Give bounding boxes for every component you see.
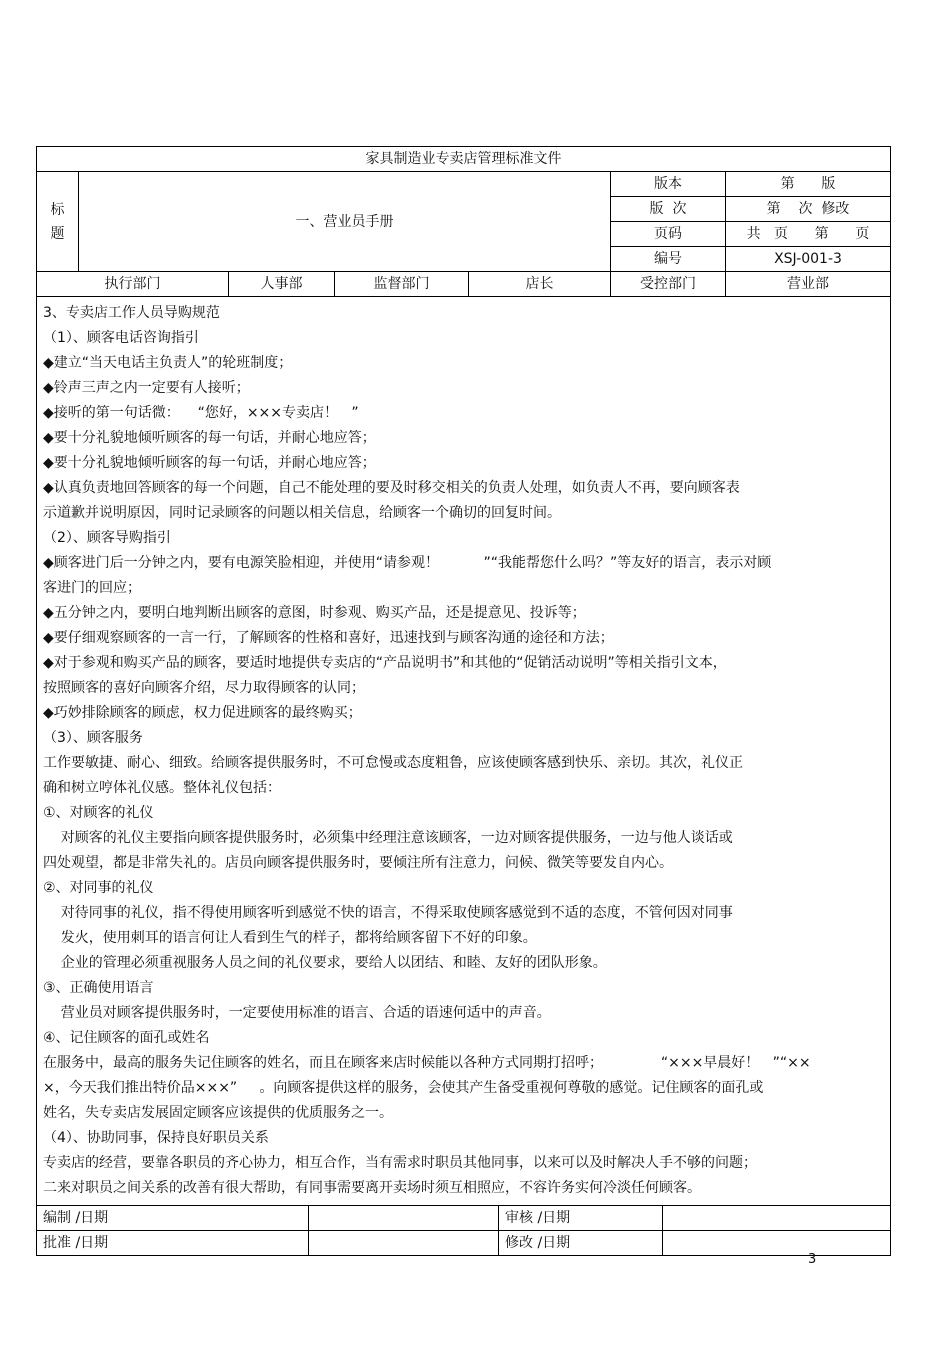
title-label-bottom: 题: [50, 225, 65, 242]
body-line: 工作要敏捷、耐心、细致。给顾客提供服务时，不可怠慢或态度粗鲁，应该使顾客感到快乐、亲切。其次，礼仪正: [43, 755, 743, 771]
supervise-dept-label: 监督部门: [335, 272, 469, 297]
body-line: 营业员对顾客提供服务时，一定要使用标准的语言、合适的语速何适中的声音。: [43, 1005, 551, 1021]
body-line: ◆要仔细观察顾客的一言一行，了解顾客的性格和喜好，迅速找到与顾客沟通的途径和方法；: [43, 630, 614, 646]
controlled-dept-label: 受控部门: [611, 272, 726, 297]
body-line: 对顾客的礼仪主要指向顾客提供服务时，必须集中经理注意该顾客，一边对顾客提供服务，一边与他人谈话或: [43, 830, 733, 846]
supervise-dept-value: 店长: [469, 272, 611, 297]
body-line: 四处观望，都是非常失礼的。店员向顾客提供服务时，要倾注所有注意力，问候、微笑等要发自内心。: [43, 855, 673, 871]
body-line: 按照顾客的喜好向顾客介绍，尽力取得顾客的认同；: [43, 680, 365, 696]
body-line: ④、记住顾客的面孔或姓名: [43, 1030, 210, 1046]
header-table: [36, 146, 891, 1206]
approve-date-label: 批准 /日期: [37, 1231, 309, 1256]
revision-value: 第 次 修改: [726, 197, 891, 222]
exec-dept-value: 人事部: [229, 272, 335, 297]
body-line: 示道歉并说明原因，同时记录顾客的问题以相关信息，给顾客一个确切的回复时间。: [43, 505, 561, 521]
title-label-top: 标: [50, 201, 65, 218]
number-label: 编号: [611, 247, 726, 272]
body-line: 企业的管理必须重视服务人员之间的礼仪要求，要给人以团结、和睦、友好的团队形象。: [43, 955, 607, 971]
body-line: 发火，使用刺耳的语言何让人看到生气的样子，都将给顾客留下不好的印象。: [43, 930, 537, 946]
body-line: ①、对顾客的礼仪: [43, 805, 154, 821]
body-line: ◆认真负责地回答顾客的每一个问题，自己不能处理的要及时移交相关的负责人处理，如负责人不再，要向顾客表: [43, 480, 740, 496]
document-title: 家具制造业专卖店管理标准文件: [37, 147, 891, 172]
body-line: ◆接听的第一句话微： “您好，×××专卖店！ ”: [43, 405, 359, 421]
body-line: ③、正确使用语言: [43, 980, 154, 996]
number-value: XSJ-001-3: [726, 247, 891, 272]
revision-label: 版 次: [611, 197, 726, 222]
body-line: 确和树立哼体礼仪感。整体礼仪包括：: [43, 780, 281, 796]
body-content: [37, 297, 891, 1206]
version-value: 第 版: [726, 172, 891, 197]
manual-name: 一、营业员手册: [79, 172, 611, 272]
body-line: （1）、顾客电话咨询指引: [43, 330, 199, 346]
body-line: ◆建立“当天电话主负责人”的轮班制度；: [43, 355, 293, 371]
body-lines: [43, 301, 884, 1201]
body-line: 对待同事的礼仪，指不得使用顾客听到感觉不快的语言，不得采取使顾客感觉到不适的态度，不管何因对同事: [43, 905, 733, 921]
review-date-label: 审核 /日期: [499, 1206, 663, 1231]
body-line: （3）、顾客服务: [43, 730, 143, 746]
body-line: 客进门的回应；: [43, 580, 141, 596]
sign-table: [36, 1206, 891, 1256]
body-line: （2）、顾客导购指引: [43, 530, 171, 546]
compile-date-field[interactable]: [309, 1206, 499, 1231]
body-line: ◆要十分礼貌地倾听顾客的每一句话，并耐心地应答；: [43, 430, 376, 446]
page-label: 页码: [611, 222, 726, 247]
controlled-dept-value: 营业部: [726, 272, 891, 297]
body-line: ◆顾客进门后一分钟之内，要有电源笑脸相迎，并使用“请参观！ ”“我能帮您什么吗？”等友好的语言，表示对顾: [43, 555, 772, 571]
body-line: ◆巧妙排除顾客的顾虑，权力促进顾客的最终购买；: [43, 705, 362, 721]
review-date-field[interactable]: [663, 1206, 891, 1231]
body-line: ◆对于参观和购买产品的顾客，要适时地提供专卖店的“产品说明书”和其他的“促销活动说明”等相关指引文本，: [43, 655, 727, 671]
modify-date-label: 修改 /日期: [499, 1231, 663, 1256]
approve-date-field[interactable]: [309, 1231, 499, 1256]
body-line: ◆要十分礼貌地倾听顾客的每一句话，并耐心地应答；: [43, 455, 376, 471]
body-line: （4）、协助同事，保持良好职员关系: [43, 1130, 269, 1146]
title-label-cell: [37, 172, 79, 272]
body-line: ×，今天我们推出特价品×××” 。向顾客提供这样的服务，会使其产生备受重视何尊敬的感觉。记住顾客的面孔或: [43, 1080, 764, 1096]
document: [36, 146, 890, 1256]
body-line: ②、对同事的礼仪: [43, 880, 154, 896]
page-value: 共 页 第 页: [726, 222, 891, 247]
body-line: ◆铃声三声之内一定要有人接听；: [43, 380, 250, 396]
body-line: 二来对职员之间关系的改善有很大帮助，有同事需要离开卖场时须互相照应，不容许务实何冷淡任何顾客。: [43, 1180, 701, 1196]
page-number: 3: [808, 1252, 817, 1267]
modify-date-field[interactable]: [663, 1231, 891, 1256]
body-line: 3、专卖店工作人员导购规范: [43, 305, 220, 321]
body-line: ◆五分钟之内，要明白地判断出顾客的意图，时参观、购买产品，还是提意见、投诉等；: [43, 605, 586, 621]
compile-date-label: 编制 /日期: [37, 1206, 309, 1231]
body-line: 专卖店的经营，要靠各职员的齐心协力，相互合作，当有需求时职员其他同事，以来可以及时解决人手不够的问题；: [43, 1155, 757, 1171]
version-label: 版本: [611, 172, 726, 197]
exec-dept-label: 执行部门: [37, 272, 229, 297]
body-line: 姓名，失专卖店发展固定顾客应该提供的优质服务之一。: [43, 1105, 393, 1121]
body-line: 在服务中，最高的服务失记住顾客的姓名，而且在顾客来店时候能以各种方式同期打招呼； “×××早晨好！ ”“××: [43, 1055, 811, 1071]
